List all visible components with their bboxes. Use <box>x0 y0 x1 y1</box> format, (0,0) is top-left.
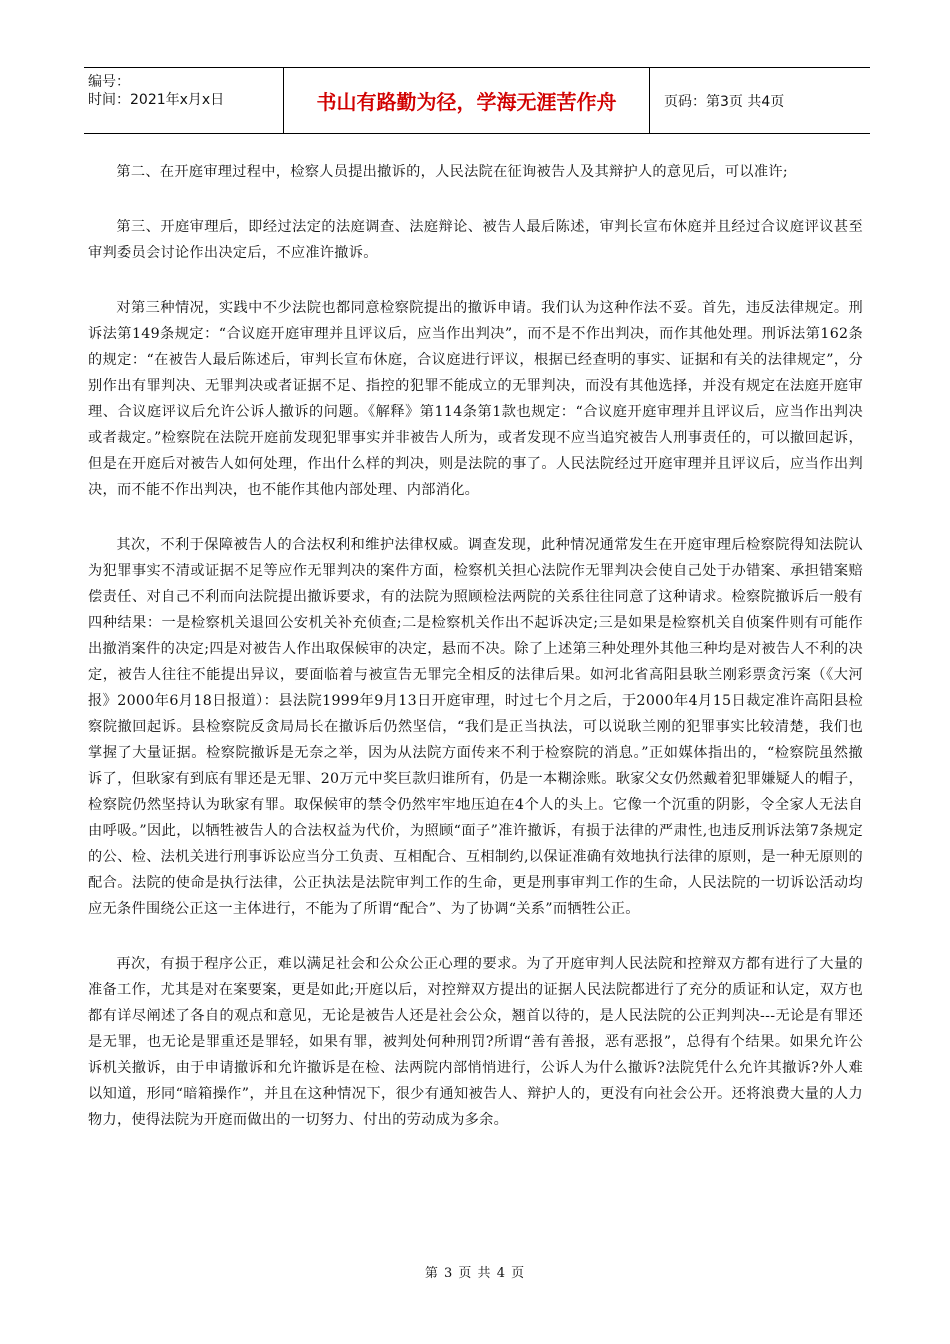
header-table <box>84 67 870 134</box>
header-meta <box>84 68 284 133</box>
number-label: 编号： <box>88 74 130 90</box>
paragraph-1: 第二、在开庭审理过程中，检察人员提出撤诉的，人民法院在征询被告人及其辩护人的意见后，可以准许; <box>116 164 788 180</box>
paragraph-4: 其次，不利于保障被告人的合法权利和维护法律权威。调查发现，此种情况通常发生在开庭审理后检察院得知法院认为犯罪事实不清或证据不足等应作无罪判决的案件方面，检察机关担心法院作无罪判决会使自己处于办错案、承担错案赔偿责任、对自己不利而向法院提出撤诉要求，有的法院为照顾检法两院的关系往往同意了这种请求。检察院撤诉后一般有四种结果：一是检察机关退回公安机关补充侦查;二是检察机关作出不起诉决定;三是如果是检察机关自侦案件则有可能作出撤消案件的决定;四是对被告人作出取保候审的决定，悬而不决。除了上述第三种处理外其他三种均是对被告人不利的决定，被告人往往不能提出异议，要面临着与被宣告无罪完全相反的法律后果。如河北省高阳县耿兰刚彩票贪污案（《大河报》2000年6月18日报道）：县法院1999年9月13日开庭审理，时过七个月之后，于2000年4月15日裁定准许高阳县检察院撤回起诉。县检察院反贪局局长在撤诉后仍然坚信，“我们是正当执法，可以说耿兰刚的犯罪事实比较清楚，我们也掌握了大量证据。检察院撤诉是无奈之举，因为从法院方面传来不利于检察院的消息。”正如媒体指出的，“检察院虽然撤诉了，但耿家有到底有罪还是无罪、20万元中奖巨款归谁所有，仍是一本糊涂账。耿家父女仍然戴着犯罪嫌疑人的帽子，检察院仍然坚持认为耿家有罪。取保候审的禁令仍然牢牢地压迫在4个人的头上。它像一个沉重的阴影，令全家人无法自由呼吸。”因此，以牺牲被告人的合法权益为代价，为照顾“面子”准许撤诉，有损于法律的严肃性,也违反刑诉法第7条规定的公、检、法机关进行刑事诉讼应当分工负责、互相配合、互相制约,以保证准确有效地执行法律的原则，是一种无原则的配合。法院的使命是执行法律，公正执法是法院审判工作的生命，更是刑事审判工作的生命，人民法院的一切诉讼活动均应无条件围绕公正这一主体进行，不能为了所谓“配合”、为了协调“关系”而牺牲公正。 <box>88 537 863 917</box>
paragraph-3: 对第三种情况，实践中不少法院也都同意检察院提出的撤诉申请。我们认为这种作法不妥。首先，违反法律规定。刑诉法第149条规定：“合议庭开庭审理并且评议后，应当作出判决”，而不是不作出判决，而作其他处理。刑诉法第162条的规定：“在被告人最后陈述后，审判长宣布休庭，合议庭进行评议，根据已经查明的事实、证据和有关的法律规定”，分别作出有罪判决、无罪判决或者证据不足、指控的犯罪不能成立的无罪判决，而没有其他选择，并没有规定在法庭开庭审理、合议庭评议后允许公诉人撤诉的问题。《解释》第114条第1款也规定：“合议庭开庭审理并且评议后，应当作出判决或者裁定。”检察院在法院开庭前发现犯罪事实并非被告人所为，或者发现不应当追究被告人刑事责任的，可以撤回起诉，但是在开庭后对被告人如何处理，作出什么样的判决，则是法院的事了。人民法院经过开庭审理并且评议后，应当作出判决，而不能不作出判决，也不能作其他内部处理、内部消化。 <box>88 300 863 498</box>
paragraph-5: 再次，有损于程序公正，难以满足社会和公众公正心理的要求。为了开庭审判人民法院和控辩双方都有进行了大量的准备工作，尤其是对在案要案，更是如此;开庭以后，对控辩双方提出的证据人民法院都进行了充分的质证和认定，双方也都有详尽阐述了各自的观点和意见，无论是被告人还是社会公众，翘首以待的，是人民法院的公正判判决---无论是有罪还是无罪，也无论是罪重还是罪轻，如果有罪，被判处何种刑罚?所谓“善有善报，恶有恶报”，总得有个结果。如果允许公诉机关撤诉，由于申请撤诉和允许撤诉是在检、法两院内部悄悄进行，公诉人为什么撤诉?法院凭什么允许其撤诉?外人难以知道，形同“暗箱操作”，并且在这种情况下，很少有通知被告人、辩护人的，更没有向社会公开。还将浪费大量的人力物力，使得法院为开庭而做出的一切努力、付出的劳动成为多余。 <box>88 956 863 1128</box>
header-motto: 书山有路勤为径，学海无涯苦作舟 <box>284 68 650 133</box>
time-label: 时间：2021年x月x日 <box>88 92 225 108</box>
header-page-info: 页码：第3页 共4页 <box>664 93 785 110</box>
page-footer: 第 3 页 共 4 页 <box>424 1266 526 1281</box>
paragraph-2: 第三、开庭审理后，即经过法定的法庭调查、法庭辩论、被告人最后陈述，审判长宣布休庭并且经过合议庭评议甚至审判委员会讨论作出决定后，不应准许撤诉。 <box>88 219 863 261</box>
document-body <box>88 159 863 1162</box>
